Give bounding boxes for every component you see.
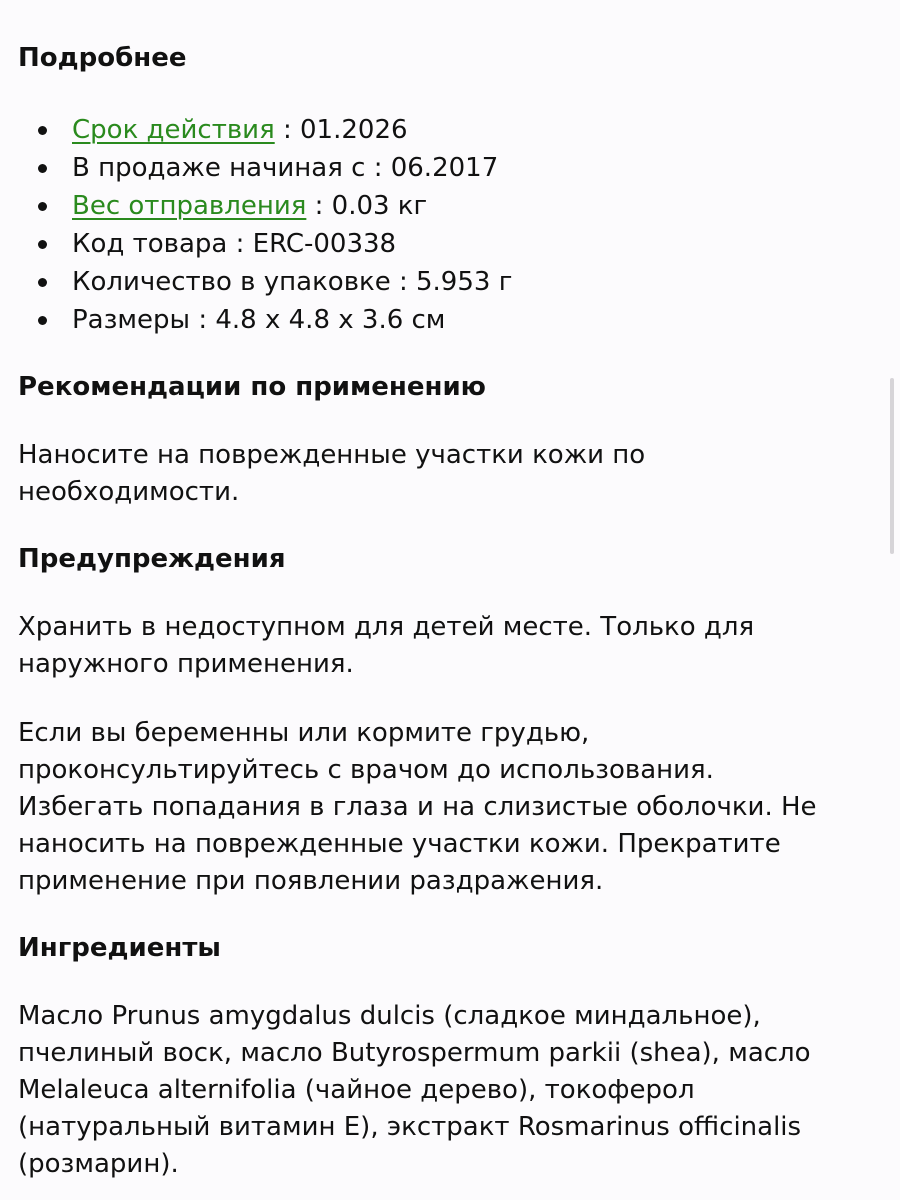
warnings-text-1 — [18, 609, 880, 683]
text-line: Хранить в недоступном для детей месте. Только для — [18, 612, 755, 642]
shipping-weight-link[interactable]: Вес отправления — [72, 191, 307, 221]
package-quantity-text: Количество в упаковке : 5.953 г — [72, 267, 513, 297]
text-line: Масло Prunus amygdalus dulcis (сладкое миндальное), — [18, 1001, 761, 1031]
vertical-scrollbar[interactable] — [890, 378, 894, 554]
list-item — [18, 263, 880, 301]
text-line: пчелиный воск, масло Butyrospermum parkii (shea), масло — [18, 1038, 811, 1068]
text-line: Избегать попадания в глаза и на слизистые оболочки. Не — [18, 792, 817, 822]
list-item-separator: : — [274, 115, 301, 145]
text-line: проконсультируйтесь с врачом до использования. — [18, 755, 714, 785]
text-line: необходимости. — [18, 477, 240, 507]
warnings-text-2 — [18, 715, 880, 900]
expiry-date-link[interactable]: Срок действия — [72, 115, 275, 145]
text-line: (розмарин). — [18, 1149, 179, 1179]
product-info — [18, 40, 880, 1183]
ingredients-text — [18, 998, 880, 1183]
usage-text — [18, 437, 880, 511]
dimensions-text: Размеры : 4.8 x 4.8 x 3.6 см — [72, 305, 446, 335]
product-code-text: Код товара : ERC-00338 — [72, 229, 397, 259]
text-line: Наносите на поврежденные участки кожи по — [18, 440, 646, 470]
text-line: Melaleuca alternifolia (чайное дерево), токоферол — [18, 1075, 695, 1105]
list-item — [18, 225, 880, 263]
bullet-icon — [38, 126, 47, 135]
text-line: наносить на поврежденные участки кожи. Прекратите — [18, 829, 781, 859]
details-list — [18, 111, 880, 339]
expiry-date-value: 01.2026 — [300, 115, 408, 145]
bullet-icon — [38, 164, 47, 173]
on-sale-since-text: В продаже начиная с : 06.2017 — [72, 153, 499, 183]
bullet-icon — [38, 240, 47, 249]
shipping-weight-value: 0.03 кг — [331, 191, 428, 221]
warnings-heading: Предупреждения — [18, 544, 286, 574]
text-line: Если вы беременны или кормите грудью, — [18, 718, 590, 748]
text-line: (натуральный витамин E), экстракт Rosmarinus officinalis — [18, 1112, 802, 1142]
bullet-icon — [38, 316, 47, 325]
list-item — [18, 149, 880, 187]
list-item — [18, 187, 880, 225]
list-item — [18, 111, 880, 149]
text-line: наружного применения. — [18, 649, 354, 679]
text-line: применение при появлении раздражения. — [18, 866, 604, 896]
list-item — [18, 301, 880, 339]
bullet-icon — [38, 202, 47, 211]
details-heading: Подробнее — [18, 43, 187, 73]
usage-heading: Рекомендации по применению — [18, 372, 486, 402]
bullet-icon — [38, 278, 47, 287]
ingredients-heading: Ингредиенты — [18, 933, 221, 963]
list-item-separator: : — [306, 191, 332, 221]
